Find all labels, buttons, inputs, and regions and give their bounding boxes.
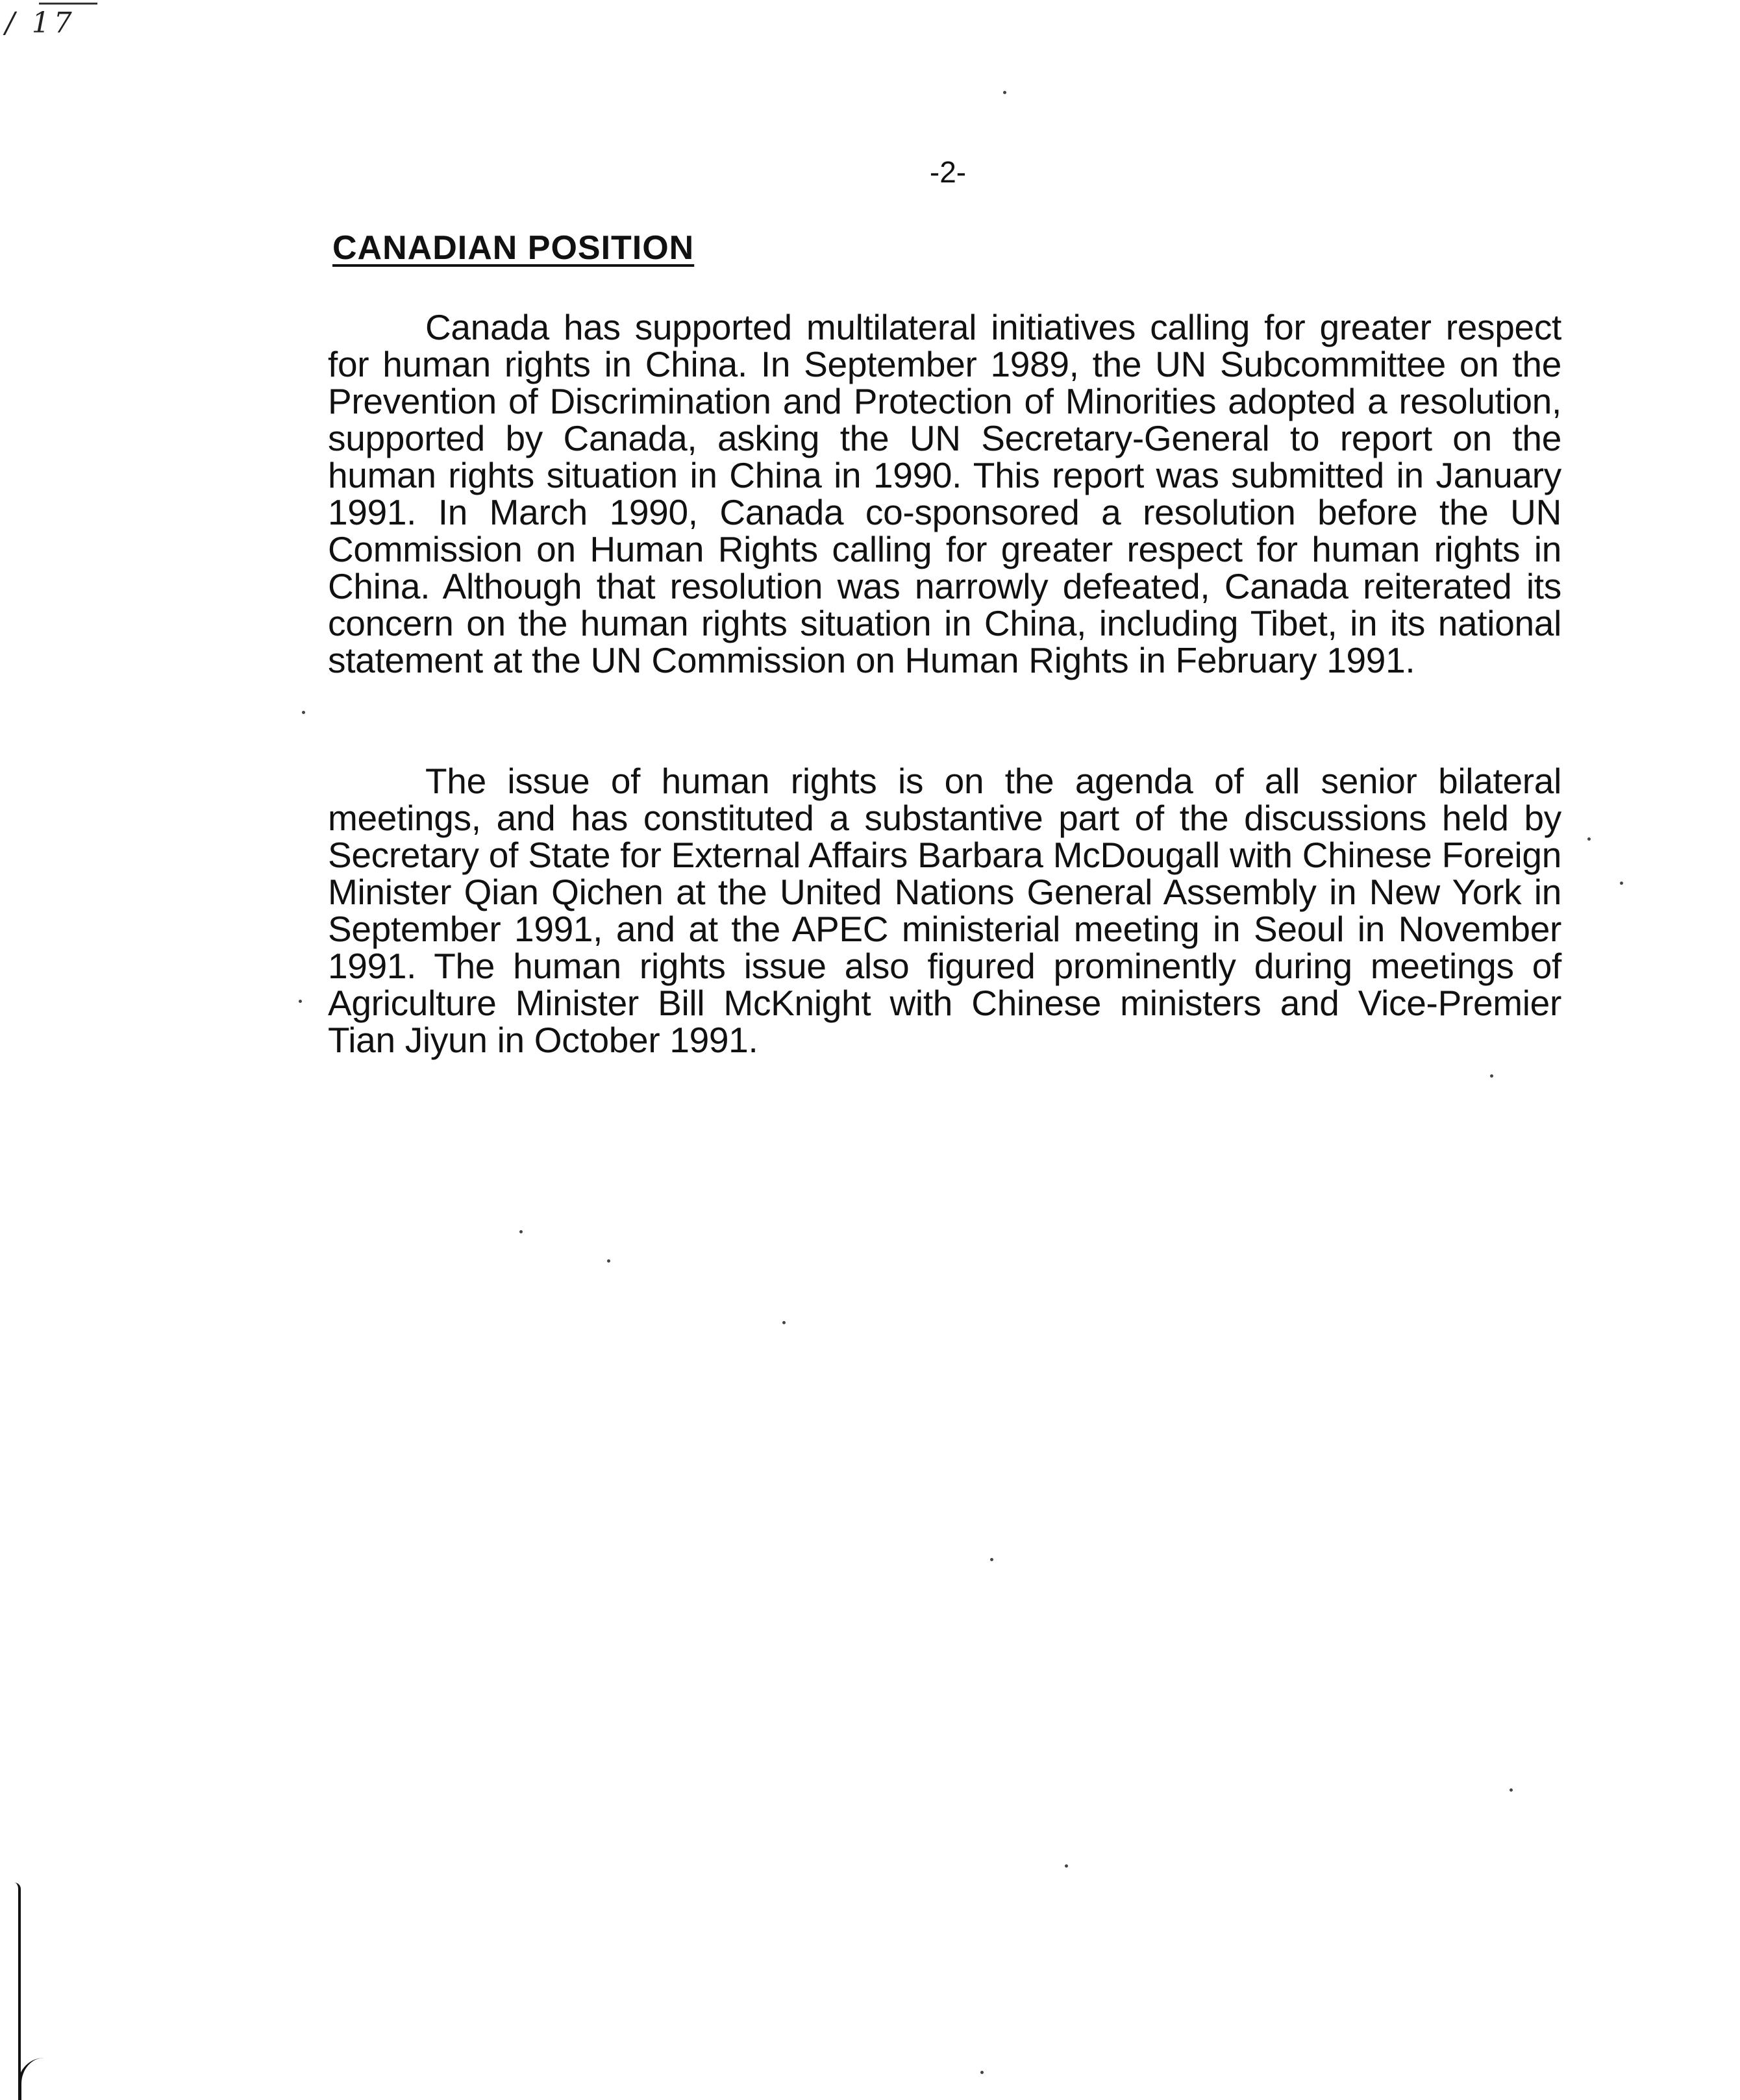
corner-handwritten-mark: / 17 — [5, 6, 76, 40]
scan-speck — [1587, 837, 1591, 841]
paragraph-1: Canada has supported multilateral initiatives calling for greater respect for human rights in China. In September 1989, the UN Subcommittee on the Prevention of Discrimination and Protection of Minorities adopted a resolution, supported by Canada, asking the UN Secretary-General to report on the human rights situation in China in 1990. This report was submitted in January 1991. In March 1990, Canada co-sponsored a resolution before the UN Commission on Human Rights calling for greater respect for human rights in China. Although that resolution was narrowly defeated, Canada reiterated its concern on the human rights situation in China, including Tibet, in its national statement at the UN Commission on Human Rights in February 1991. — [328, 307, 1561, 680]
scan-speck — [607, 1259, 610, 1263]
scan-speck — [1065, 1864, 1068, 1868]
scan-speck — [302, 711, 305, 714]
scan-speck — [1510, 1788, 1513, 1792]
scan-speck — [1620, 882, 1623, 885]
scan-speck — [1490, 1074, 1493, 1078]
scan-speck — [1003, 91, 1006, 94]
scan-speck — [782, 1321, 786, 1324]
binding-edge-shadow — [0, 1883, 21, 2100]
corner-rule — [39, 3, 97, 5]
scan-speck — [980, 2071, 984, 2074]
scan-speck — [299, 1000, 302, 1003]
section-heading: CANADIAN POSITION — [332, 229, 695, 267]
binding-edge-flare — [18, 2058, 57, 2100]
scan-speck — [990, 1558, 993, 1561]
page-number: -2- — [929, 155, 967, 189]
scan-speck — [519, 1230, 523, 1233]
paragraph-2: The issue of human rights is on the agenda of all senior bilateral meetings, and has constituted a substantive part of the discussions held by Secretary of State for External Affairs Barbara McDougall with Chinese Foreign Minister Qian Qichen at the United Nations General Assembly in New York in September 1991, and at the APEC ministerial meeting in Seoul in November 1991. The human rights issue also figured prominently during meetings of Agriculture Minister Bill McKnight with Chinese ministers and Vice-Premier Tian Jiyun in October 1991. — [328, 761, 1561, 1060]
